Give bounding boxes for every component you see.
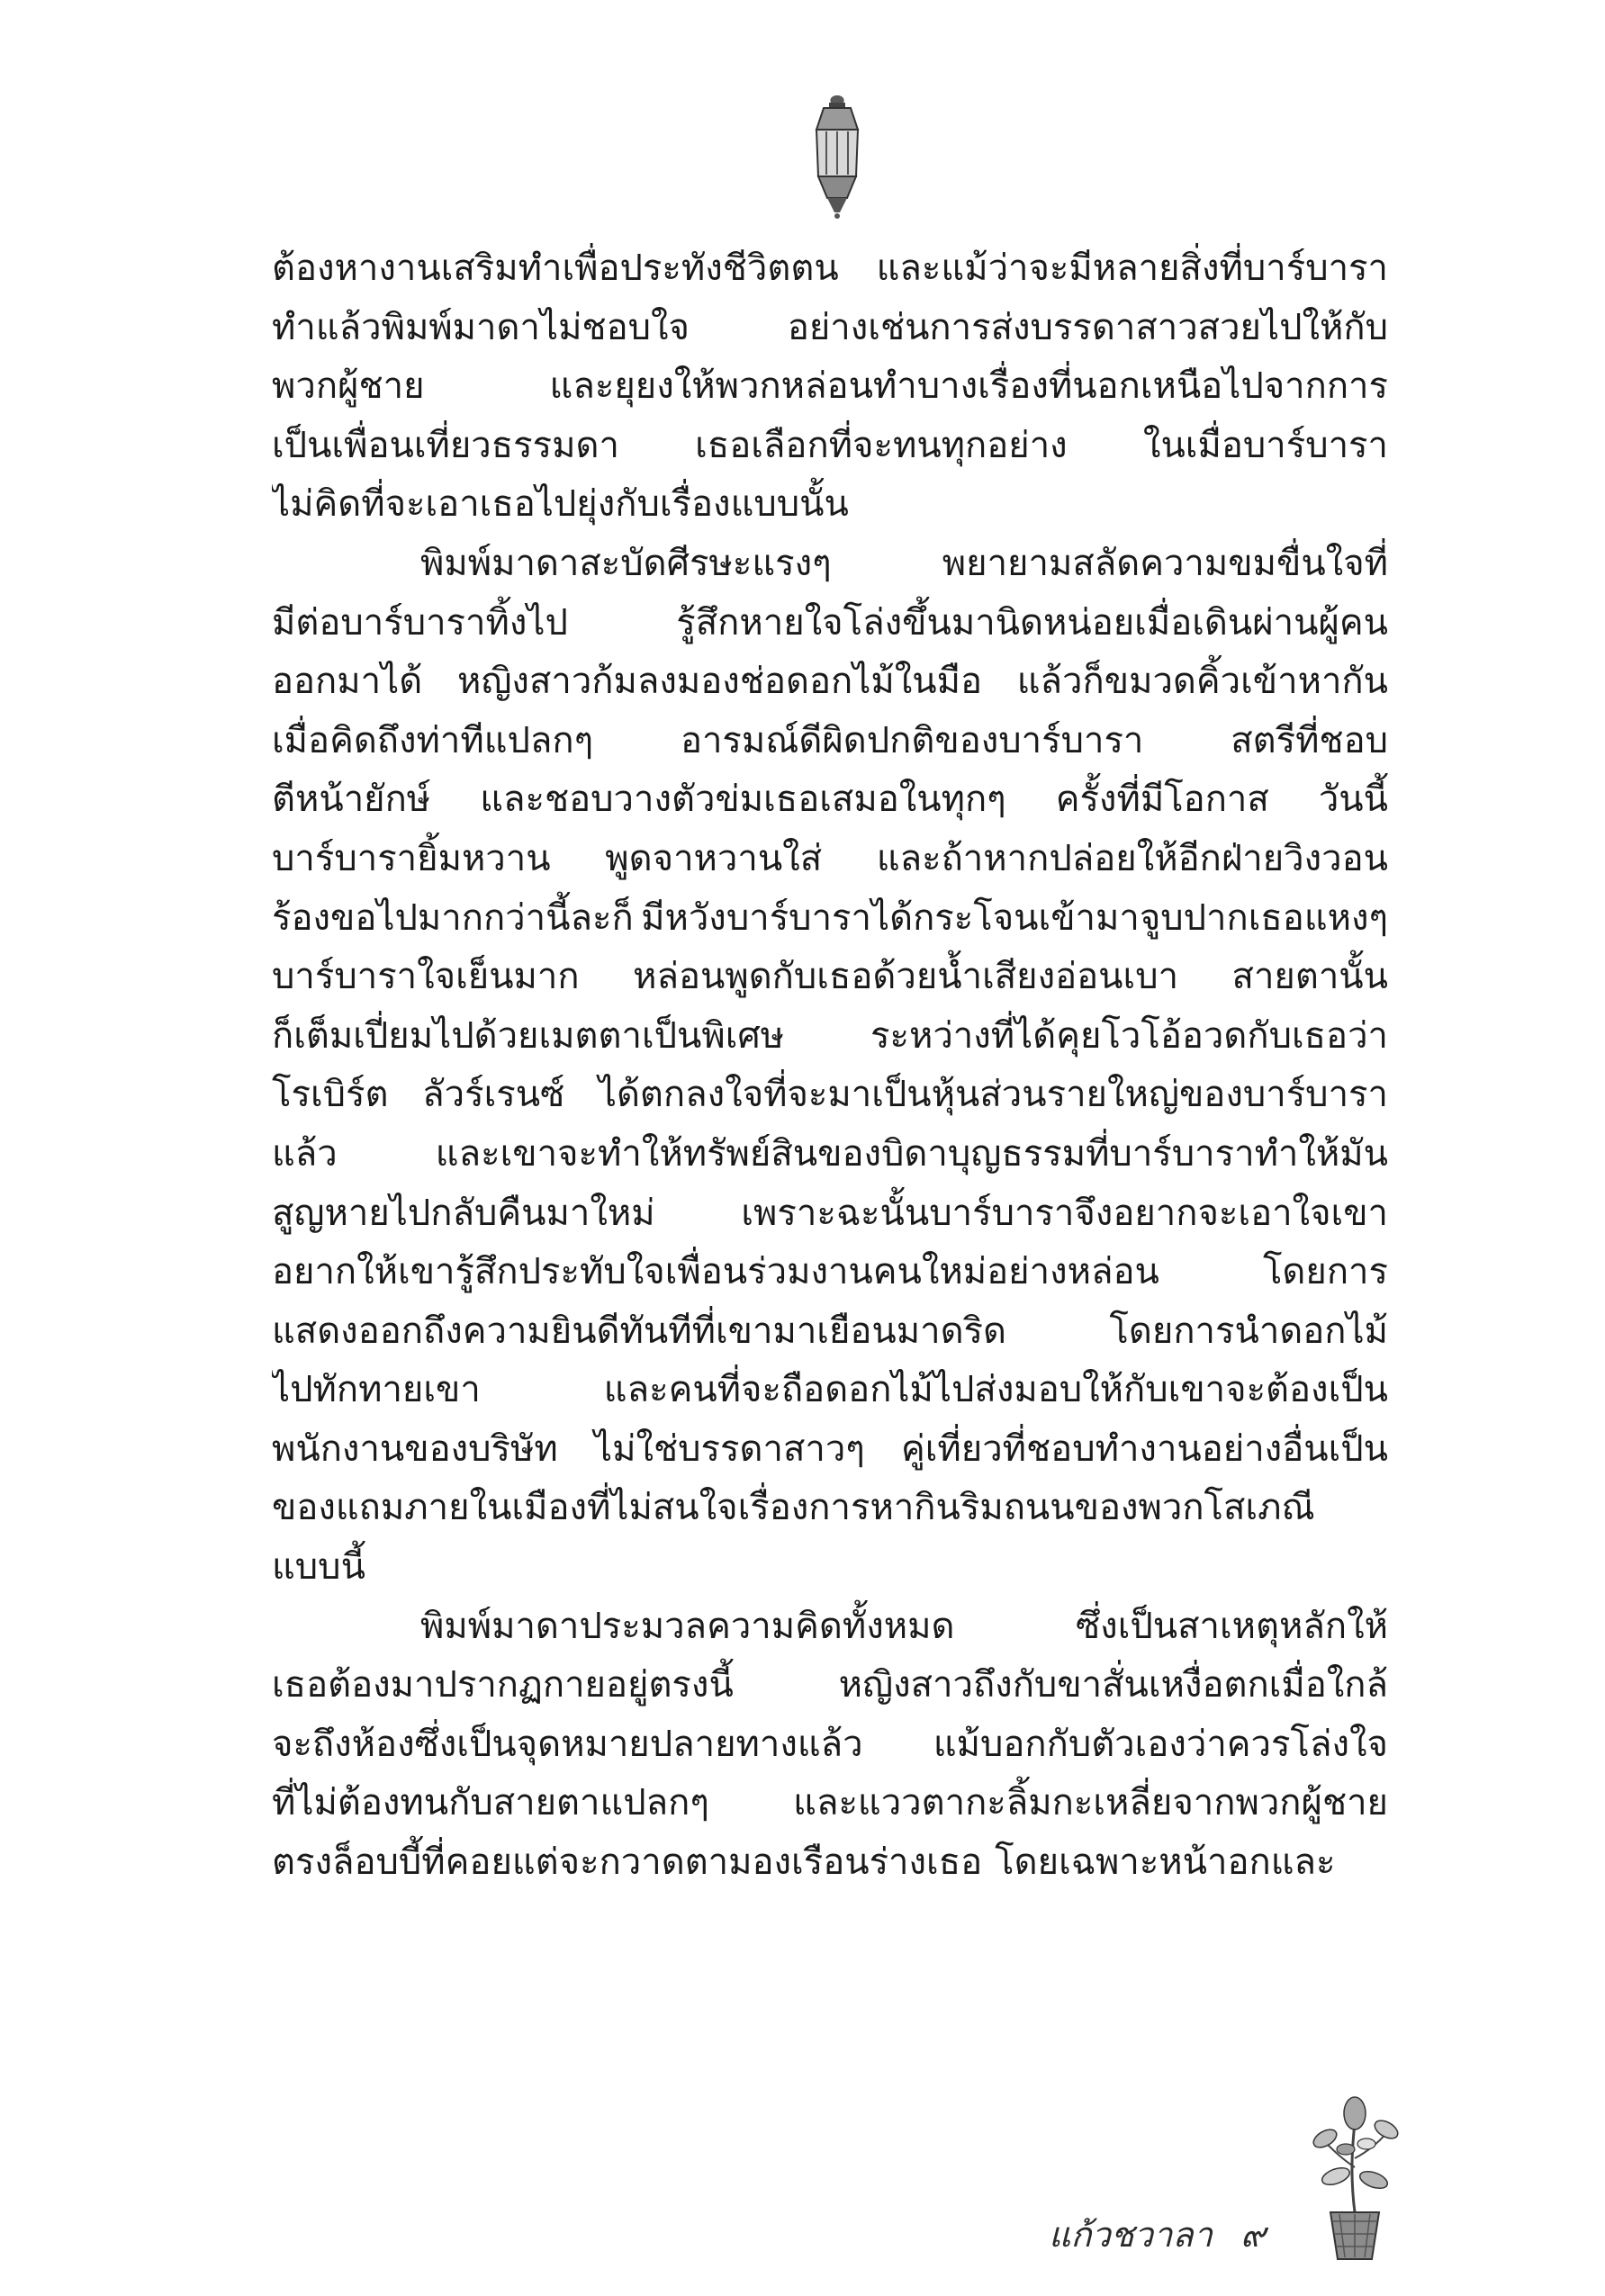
text-segment: โรเบิร์ต [272, 1074, 389, 1116]
text-segment: โดยเฉพาะหน้าอกและ [995, 1841, 1336, 1884]
text-segment: บาร์บารายิ้มหวาน [272, 837, 551, 879]
text-line [272, 830, 1388, 889]
text-segment: ไม่ใช่บรรดาสาวๆ [593, 1427, 865, 1470]
text-segment: ระหว่างที่ได้คุยโวโอ้อวดกับเธอว่า [870, 1014, 1388, 1057]
text-line [272, 1125, 1388, 1184]
text-segment: แบบนี้ [272, 1546, 365, 1589]
text-segment: พิมพ์มาดาสะบัดศีรษะแรงๆ [420, 542, 832, 584]
text-line [272, 1184, 1388, 1244]
text-segment: พนักงานของบริษัท [272, 1427, 558, 1470]
text-segment: ซึ่งเป็นสาเหตุหลักให้ [1076, 1605, 1388, 1647]
text-line [272, 1479, 1388, 1538]
text-segment: หญิงสาวก้มลงมองช่อดอกไม้ในมือ [456, 661, 982, 703]
text-segment: และคนที่จะถือดอกไม้ไปส่งมอบให้กับเขาจะต้องเป็น [603, 1369, 1388, 1411]
text-segment: และเขาจะทำให้ทรัพย์สินของบิดาบุญธรรมที่บาร์บาราทำให้มัน [435, 1132, 1388, 1175]
text-segment: ไปทักทายเขา [272, 1369, 481, 1411]
text-line [272, 1420, 1388, 1480]
text-line [272, 1243, 1388, 1302]
text-segment: จะถึงห้องซึ่งเป็นจุดหมายปลายทางแล้ว [272, 1723, 863, 1765]
text-segment: ได้ตกลงใจที่จะมาเป็นหุ้นส่วนรายใหญ่ของบาร์บารา [598, 1074, 1388, 1116]
text-segment: ตรงล็อบบี้ที่คอยแต่จะกวาดตามองเรือนร่างเธอ [272, 1841, 983, 1884]
text-segment: และแววตากะลิ้มกะเหลี่ยจากพวกผู้ชาย [793, 1782, 1388, 1824]
lantern-ornament-icon [806, 94, 869, 220]
text-line [272, 1066, 1388, 1125]
text-segment: พิมพ์มาดาประมวลความคิดทั้งหมด [420, 1605, 955, 1647]
text-segment: แสดงออกถึงความยินดีทันทีที่เขามาเยือนมาดริด [272, 1310, 1007, 1352]
text-segment: แม้บอกกับตัวเองว่าควรโล่งใจ [933, 1723, 1388, 1765]
text-segment: ต้องหางานเสริมทำเพื่อประทังชีวิตตน [272, 248, 839, 289]
text-segment: ที่ไม่ต้องทนกับสายตาแปลกๆ [272, 1782, 709, 1824]
text-segment: หญิงสาวถึงกับขาสั่นเหงื่อตกเมื่อใกล้ [838, 1664, 1388, 1706]
text-segment: และชอบวางตัวข่มเธอเสมอในทุกๆ [480, 779, 1006, 821]
text-segment: ออกมาได้ [272, 661, 423, 703]
text-line [272, 299, 1388, 358]
text-segment: อยากให้เขารู้สึกประทับใจเพื่อนร่วมงานคนใหม่อย่างหล่อน [272, 1251, 1159, 1293]
text-line [272, 1833, 1388, 1893]
text-line [272, 770, 1388, 830]
text-line [272, 1538, 1388, 1598]
text-line [272, 357, 1388, 417]
text-segment: ในเมื่อบาร์บารา [1142, 424, 1388, 466]
text-line [272, 1007, 1388, 1067]
text-line [272, 712, 1388, 771]
text-line [272, 594, 1388, 653]
text-line [272, 475, 1388, 535]
text-segment: โดยการนำดอกไม้ [1109, 1310, 1388, 1352]
text-segment: โดยการ [1262, 1251, 1388, 1293]
text-segment: มีต่อบาร์บาราทิ้งไป [272, 601, 568, 644]
text-segment: และถ้าหากปล่อยให้อีกฝ่ายวิงวอน [876, 837, 1388, 879]
book-title-footer: แก้วชวาลา [1049, 2215, 1213, 2255]
text-segment: ทำแล้วพิมพ์มาดาไม่ชอบใจ [272, 306, 690, 348]
text-line [272, 1715, 1388, 1775]
text-segment: ก็เต็มเปี่ยมไปด้วยเมตตาเป็นพิเศษ [272, 1014, 785, 1057]
text-segment: และแม้ว่าจะมีหลายสิ่งที่บาร์บารา [876, 248, 1388, 289]
text-segment: คู่เที่ยวที่ชอบทำงานอย่างอื่นเป็น [900, 1427, 1388, 1470]
text-segment: ร้องขอไปมากกว่านี้ละก็ [272, 896, 634, 939]
text-segment: ตีหน้ายักษ์ [272, 779, 431, 821]
text-line [272, 535, 1388, 594]
text-segment: ลัวร์เรนซ์ [422, 1074, 565, 1116]
text-line [272, 1656, 1388, 1715]
text-line [272, 889, 1388, 949]
text-line [272, 1774, 1388, 1833]
body-text [272, 239, 1388, 1893]
text-segment: พยายามสลัดความขมขื่นใจที่ [942, 542, 1388, 584]
text-segment: เพราะฉะนั้นบาร์บาราจึงอยากจะเอาใจเขา [741, 1192, 1388, 1234]
text-line [272, 1361, 1388, 1420]
text-segment: แล้วก็ขมวดคิ้วเข้าหากัน [1016, 661, 1388, 703]
text-segment: วันนี้ [1318, 779, 1388, 821]
text-segment: แล้ว [272, 1132, 338, 1175]
text-segment: ของแถมภายในเมืองที่ไม่สนใจเรื่องการหากินริมถนนของพวกโสเภณี [272, 1487, 1315, 1529]
page-number: ๙ [1240, 2215, 1266, 2255]
text-segment: อย่างเช่นการส่งบรรดาสาวสวยไปให้กับ [787, 306, 1388, 348]
text-line [272, 417, 1388, 476]
potted-plant-icon [1305, 2086, 1404, 2266]
text-segment: เป็นเพื่อนเที่ยวธรรมดา [272, 424, 619, 466]
text-line [272, 948, 1388, 1007]
text-segment: และยุยงให้พวกหล่อนทำบางเรื่องที่นอกเหนือไปจากการ [549, 365, 1388, 408]
text-segment: เมื่อคิดถึงท่าทีแปลกๆ [272, 719, 594, 761]
text-segment: สตรีที่ชอบ [1231, 719, 1388, 761]
text-segment: บาร์บาราใจเย็นมาก [272, 956, 580, 998]
text-segment: มีหวังบาร์บาราได้กระโจนเข้ามาจูบปากเธอแหงๆ [641, 896, 1388, 939]
text-line [272, 1598, 1388, 1657]
text-segment: อารมณ์ดีผิดปกติของบาร์บารา [680, 719, 1144, 761]
text-segment: เธอต้องมาปรากฏกายอยู่ตรงนี้ [272, 1664, 734, 1706]
text-segment: รู้สึกหายใจโล่งขึ้นมานิดหน่อยเมื่อเดินผ่านผู้คน [676, 601, 1388, 644]
text-segment: พูดจาหวานใส่ [605, 837, 823, 879]
text-segment: ครั้งที่มีโอกาส [1055, 779, 1269, 821]
text-segment: เธอเลือกที่จะทนทุกอย่าง [695, 424, 1068, 466]
text-segment: หล่อนพูดกับเธอด้วยน้ำเสียงอ่อนเบา [633, 956, 1179, 998]
text-line [272, 1302, 1388, 1362]
text-segment: ไม่คิดที่จะเอาเธอไปยุ่งกับเรื่องแบบนั้น [272, 483, 849, 526]
text-line [272, 239, 1388, 299]
text-segment: สายตานั้น [1231, 956, 1388, 998]
text-segment: สูญหายไปกลับคืนมาใหม่ [272, 1192, 655, 1234]
text-segment: พวกผู้ชาย [272, 365, 425, 408]
text-line [272, 653, 1388, 712]
